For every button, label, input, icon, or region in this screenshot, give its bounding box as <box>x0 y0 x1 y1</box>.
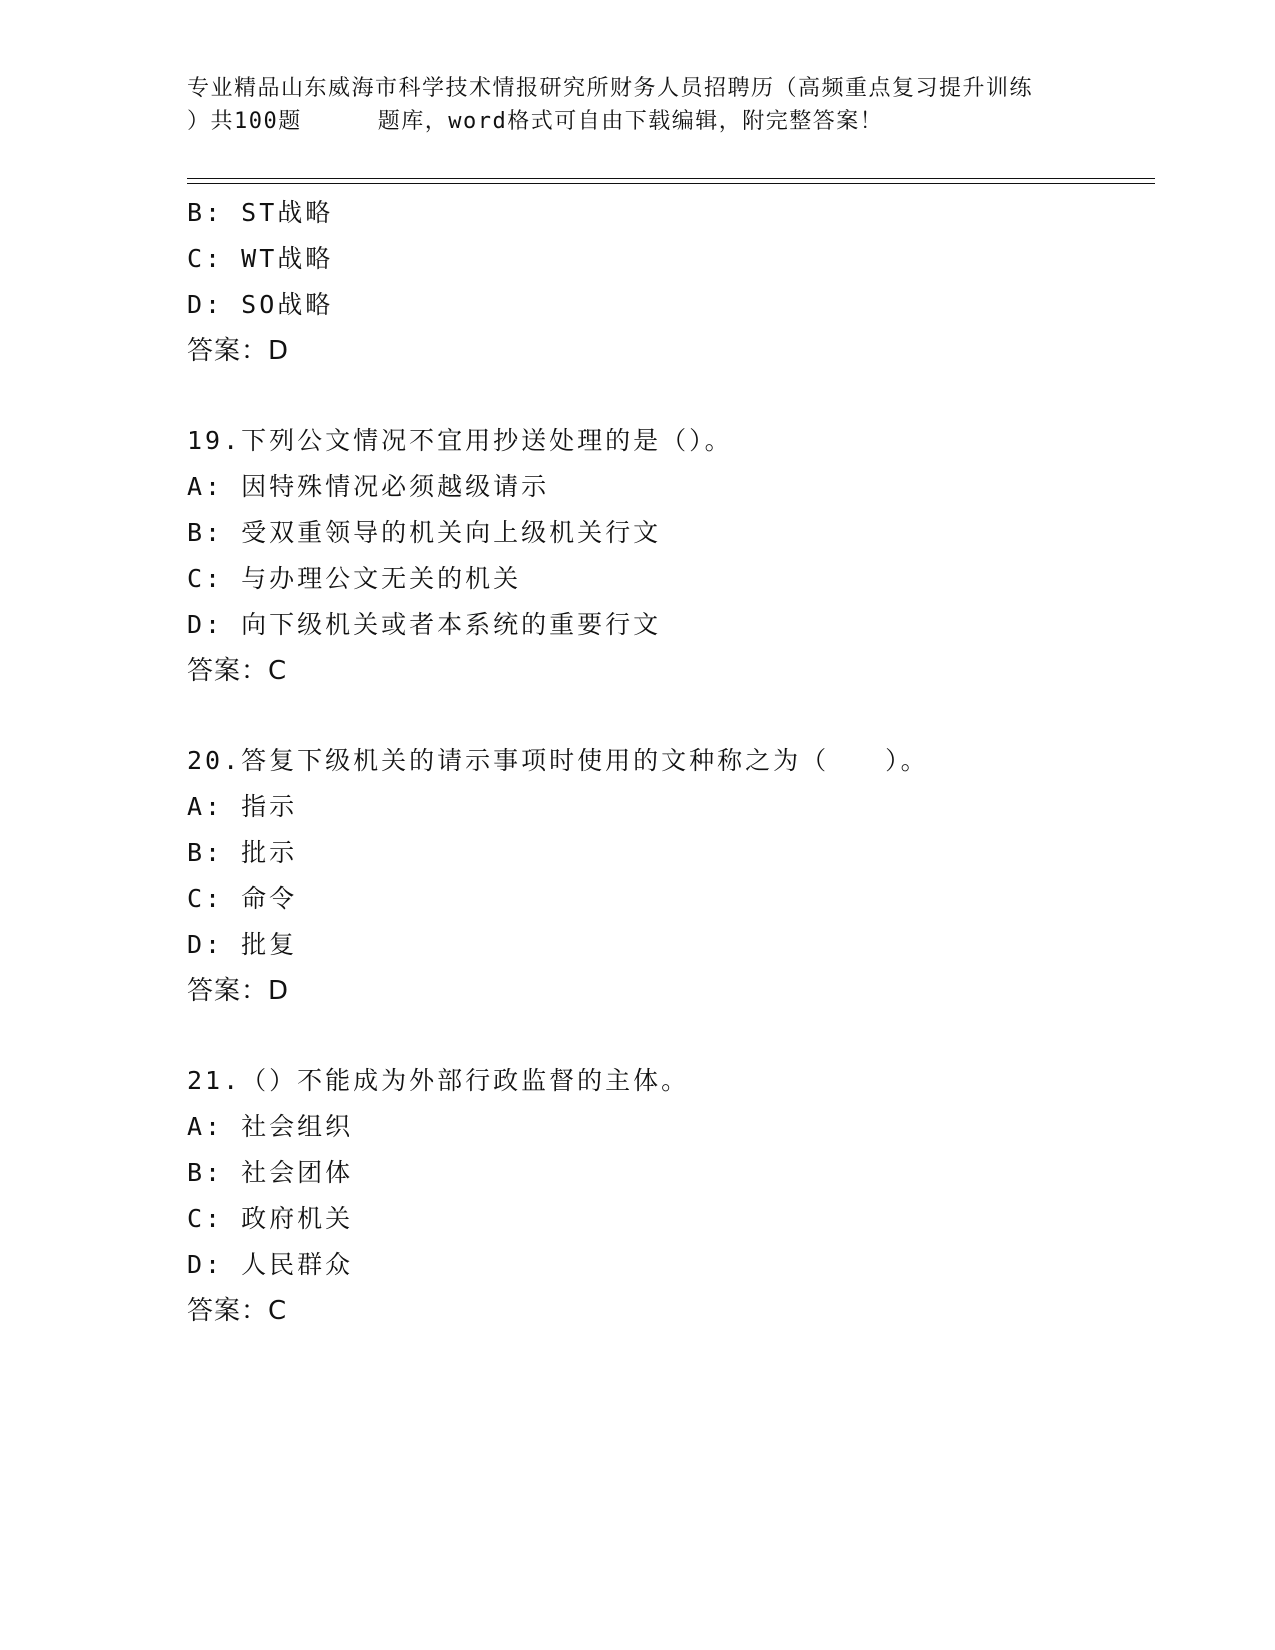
option-a: A: 指示 <box>187 792 298 821</box>
option-c: C: WT战略 <box>187 244 334 273</box>
question-stem: 19.下列公文情况不宜用抄送处理的是（）。 <box>187 426 733 455</box>
header-line-1: 专业精品山东威海市科学技术情报研究所财务人员招聘历（高频重点复习提升训练 <box>187 76 1034 101</box>
answer-text: 答案：C <box>187 656 288 686</box>
document-header <box>187 72 1087 138</box>
header-line-2-part-b: 题库，word格式可自由下载编辑，附完整答案！ <box>377 109 884 134</box>
option-b: B: 受双重领导的机关向上级机关行文 <box>187 518 662 547</box>
answer-text: 答案：D <box>187 976 290 1006</box>
option-d: D: SO战略 <box>187 290 334 319</box>
question-20 <box>187 738 1147 1014</box>
answer-text: 答案：D <box>187 336 290 366</box>
option-d: D: 批复 <box>187 930 298 959</box>
option-a: A: 社会组织 <box>187 1112 354 1141</box>
option-d: D: 向下级机关或者本系统的重要行文 <box>187 610 662 639</box>
question-stem: 20.答复下级机关的请示事项时使用的文种称之为（ ）。 <box>187 746 929 775</box>
header-divider-top <box>187 178 1155 179</box>
header-line-2 <box>187 105 1087 138</box>
option-a: A: 因特殊情况必须越级请示 <box>187 472 550 501</box>
question-19 <box>187 418 1147 694</box>
answer-text: 答案：C <box>187 1296 288 1326</box>
option-c: C: 命令 <box>187 884 298 913</box>
header-divider-bottom <box>187 183 1155 184</box>
option-c: C: 政府机关 <box>187 1204 354 1233</box>
question-21 <box>187 1058 1147 1334</box>
option-b: B: 批示 <box>187 838 298 867</box>
option-d: D: 人民群众 <box>187 1250 354 1279</box>
option-b: B: 社会团体 <box>187 1158 354 1187</box>
question-list <box>187 190 1147 1334</box>
question-18-partial <box>187 190 1147 374</box>
header-line-2-part-a: ）共100题 <box>187 109 302 134</box>
option-c: C: 与办理公文无关的机关 <box>187 564 522 593</box>
option-b: B: ST战略 <box>187 198 334 227</box>
question-stem: 21.（）不能成为外部行政监督的主体。 <box>187 1066 690 1095</box>
